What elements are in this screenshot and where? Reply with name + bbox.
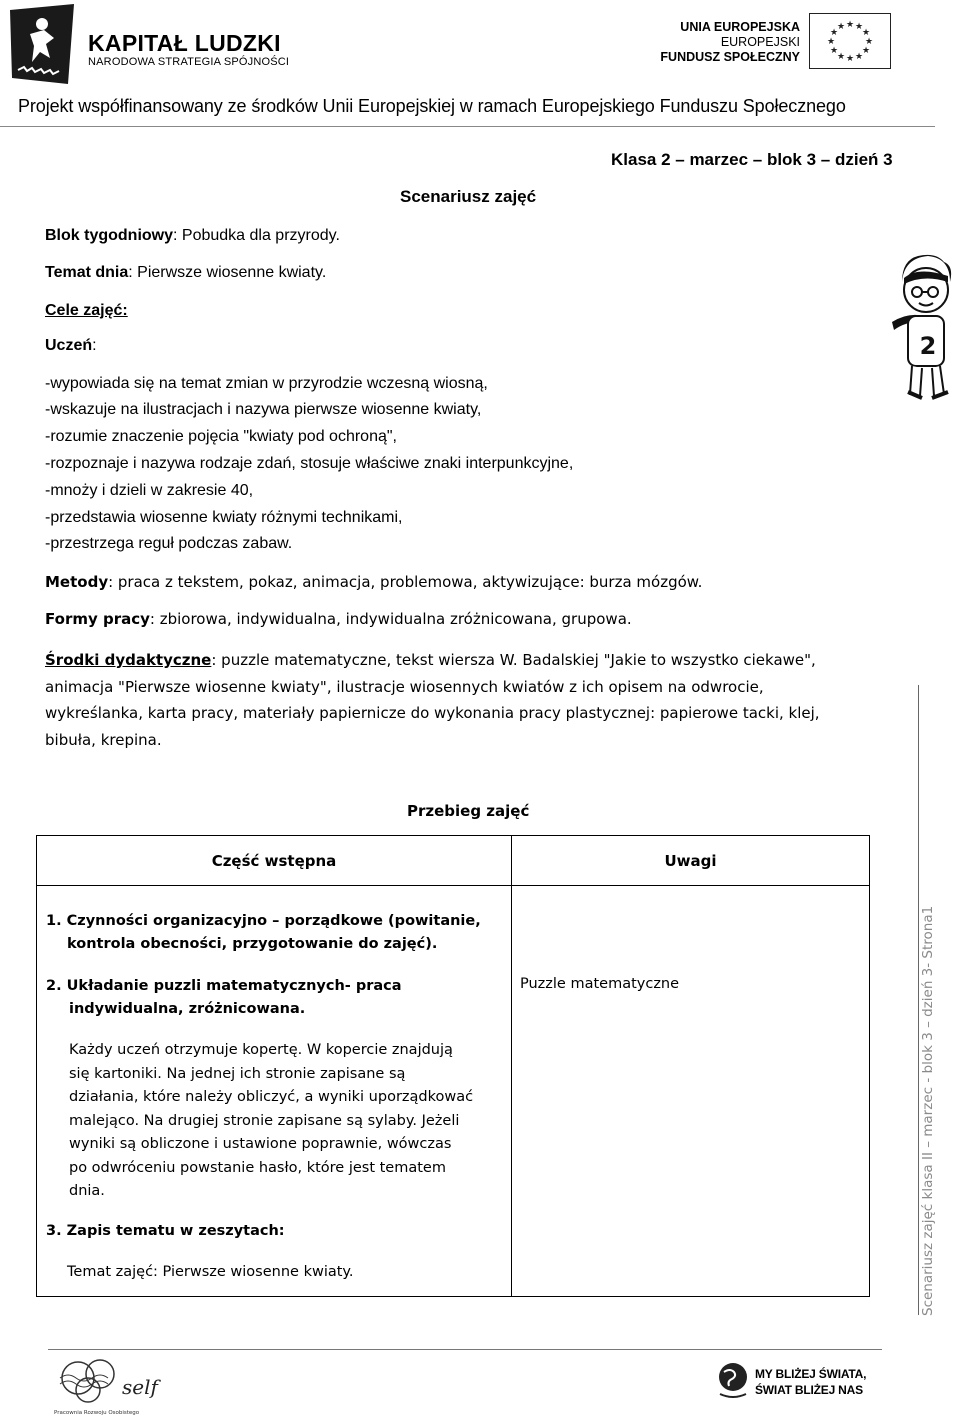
teaching-aids-line3: wykreślanka, karta pracy, materiały papiernicze do wykonania pracy plastycznej: papierowe tacki, klej, — [45, 704, 820, 722]
work-forms-value: : zbiorowa, indywidualna, indywidualna zróżnicowana, grupowa. — [149, 610, 632, 628]
eu-flag-icon — [809, 13, 891, 69]
goal-item: -rozpoznaje i nazywa rodzaje zdań, stosuje właściwe znaki interpunkcyjne, — [45, 455, 574, 472]
teaching-aids-label: Środki dydaktyczne — [45, 651, 212, 669]
eu-label — [655, 20, 800, 65]
paragraph-line: działania, które należy obliczyć, a wyniki uporządkować — [69, 1089, 474, 1105]
paragraph-line: dnia. — [69, 1183, 105, 1199]
footer-slogan-line1: MY BLIŻEJ ŚWIATA, — [755, 1367, 867, 1381]
footer-divider — [48, 1349, 882, 1350]
eu-label-line1: UNIA EUROPEJSKA — [680, 20, 800, 34]
svg-text:★: ★ — [845, 54, 855, 64]
kapital-ludzki-subtitle: NARODOWA STRATEGIA SPÓJNOŚCI — [88, 56, 290, 68]
methods-label: Metody — [45, 573, 109, 591]
self-logo-text: self — [122, 1375, 158, 1399]
svg-text:★: ★ — [829, 46, 839, 56]
svg-text:★: ★ — [826, 37, 836, 47]
step-1-line1: 1. Czynności organizacyjno – porządkowe (powitanie, — [46, 913, 481, 929]
teaching-aids-line1: : puzzle matematyczne, tekst wiersza W. Badalskiej "Jakie to wszystko ciekawe", — [211, 651, 816, 669]
weekly-block — [45, 226, 340, 246]
svg-text:★: ★ — [836, 52, 846, 62]
methods-value: : praca z tekstem, pokaz, animacja, problemowa, aktywizujące: burza mózgów. — [108, 573, 703, 591]
svg-text:★: ★ — [829, 28, 839, 38]
goal-item: -przedstawia wiosenne kwiaty różnymi technikami, — [45, 509, 403, 526]
eu-label-line3: FUNDUSZ SPOŁECZNY — [660, 50, 800, 64]
lesson-table — [36, 835, 870, 1297]
project-cofinancing-line: Projekt współfinansowany ze środków Unii Europejskiej w ramach Europejskiego Funduszu Społecznego — [18, 96, 846, 116]
svg-text:★: ★ — [861, 28, 871, 38]
svg-text:★: ★ — [864, 37, 874, 47]
lesson-course-heading: Przebieg zajęć — [407, 802, 530, 820]
self-logo — [48, 1354, 163, 1418]
day-topic-label: Temat dnia — [45, 264, 129, 281]
introduction-cell — [37, 886, 512, 1297]
globe-icon — [716, 1360, 750, 1398]
footer-slogan-line2: ŚWIAT BLIŻEJ NAS — [755, 1383, 863, 1397]
step-2-description — [69, 1039, 473, 1204]
step-2-line1: 2. Układanie puzzli matematycznych- praca — [46, 978, 402, 994]
footer-slogan — [755, 1366, 866, 1398]
note-math-puzzle: Puzzle matematyczne — [520, 976, 680, 992]
day-topic-value: : Pierwsze wiosenne kwiaty. — [128, 264, 327, 281]
goal-item: -mnoży i dzieli w zakresie 40, — [45, 482, 254, 499]
teaching-aids — [45, 647, 820, 753]
paragraph-line: Każdy uczeń otrzymuje kopertę. W kopercie znajdują — [69, 1042, 453, 1058]
svg-text:★: ★ — [836, 22, 846, 32]
svg-text:★: ★ — [854, 22, 864, 32]
work-forms-label: Formy pracy — [45, 610, 150, 628]
mascot-illustration — [888, 252, 960, 402]
student-label: Uczeń — [45, 337, 93, 354]
table-header-notes: Uwagi — [512, 836, 870, 886]
goal-item: -rozumie znaczenie pojęcia "kwiaty pod ochroną", — [45, 428, 397, 445]
paragraph-line: malejąco. Na drugiej stronie zapisane są sylaby. Jeżeli — [69, 1112, 460, 1129]
student-colon: : — [92, 337, 97, 354]
paragraph-line: się kartoniki. Na jednej ich stronie zapisane są — [69, 1065, 406, 1082]
page-side-caption: Scenariusz zajęć klasa II – marzec - blok 3 – dzień 3- Strona1 — [920, 905, 936, 1316]
weekly-block-label: Blok tygodniowy — [45, 227, 173, 244]
mascot-number: 2 — [919, 332, 937, 360]
notes-cell — [512, 886, 870, 1297]
class-info: Klasa 2 – marzec – blok 3 – dzień 3 — [611, 150, 893, 169]
day-topic — [45, 263, 326, 283]
goals-heading: Cele zajęć: — [45, 302, 128, 319]
weekly-block-value: : Pobudka dla przyrody. — [173, 227, 340, 244]
svg-text:★: ★ — [861, 46, 871, 56]
step-3: 3. Zapis tematu w zeszytach: — [46, 1223, 285, 1239]
kapital-ludzki-title: KAPITAŁ LUDZKI — [88, 30, 281, 56]
teaching-aids-line4: bibuła, krepina. — [45, 730, 162, 749]
scenario-title: Scenariusz zajęć — [400, 187, 537, 206]
goal-item: -wskazuje na ilustracjach i nazywa pierwsze wiosenne kwiaty, — [45, 401, 482, 418]
step-3-topic: Temat zajęć: Pierwsze wiosenne kwiaty. — [67, 1264, 354, 1280]
teaching-aids-line2: animacja "Pierwsze wiosenne kwiaty", ilustracje wiosennych kwiatów z ich opisem na odwrocie, — [45, 677, 764, 696]
self-logo-caption: Pracownia Rozwoju Osobistego — [54, 1410, 140, 1416]
step-2-line2: indywidualna, zróżnicowana. — [69, 1001, 306, 1017]
paragraph-line: wyniki są obliczone i ustawione poprawnie, wówczas — [69, 1136, 452, 1152]
goal-item: -przestrzega reguł podczas zabaw. — [45, 535, 293, 552]
svg-text:★: ★ — [845, 20, 855, 30]
header-divider — [0, 126, 935, 127]
goal-item: -wypowiada się na temat zmian w przyrodzie wczesną wiosną, — [45, 375, 488, 392]
student-heading — [45, 336, 97, 356]
svg-text:★: ★ — [854, 52, 864, 62]
methods — [45, 572, 702, 592]
work-forms — [45, 609, 632, 629]
table-header-introduction: Część wstępna — [37, 836, 512, 886]
side-divider — [918, 685, 919, 1315]
step-1-line2: kontrola obecności, przygotowanie do zajęć). — [67, 936, 438, 952]
paragraph-line: po odwróceniu powstanie hasło, które jest tematem — [69, 1159, 446, 1176]
eu-label-line2: EUROPEJSKI — [720, 35, 800, 49]
